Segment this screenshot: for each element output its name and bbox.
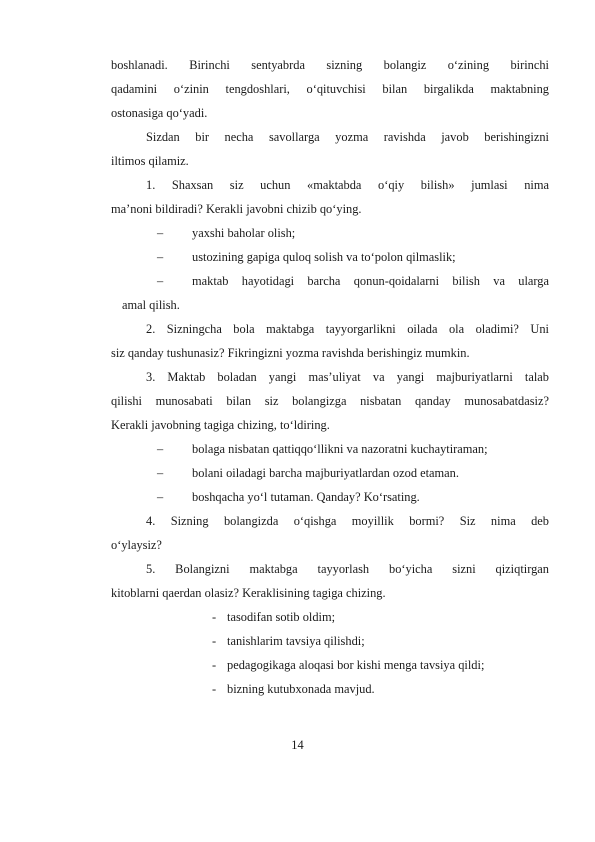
list-bullet: –: [157, 442, 164, 456]
list-bullet: -: [212, 610, 217, 624]
list-bullet: –: [157, 250, 164, 264]
list-bullet: -: [212, 634, 217, 648]
list-item-continued: amal qilish.: [122, 298, 180, 312]
paragraph-line: boshlanadi. Birinchi sentyabrda sizning bolangiz o‘zining birinchi: [111, 58, 549, 72]
list-item: maktab hayotidagi barcha qonun-qoidalarni bilish va ularga: [192, 274, 549, 288]
list-bullet: –: [157, 490, 164, 504]
list-bullet: -: [212, 658, 217, 672]
question-5-line: 5. Bolangizni maktabga tayyorlash bo‘yicha sizni qiziqtirgan: [146, 562, 549, 576]
list-bullet: –: [157, 466, 164, 480]
list-item: tasodifan sotib oldim;: [227, 610, 336, 624]
question-2-line: 2. Sizningcha bola maktabga tayyorgarlikni oilada ola oladimi? Uni: [146, 322, 549, 336]
question-1-line: 1. Shaxsan siz uchun «maktabda o‘qiy bilish» jumlasi nima: [146, 178, 549, 192]
list-item: bolani oiladagi barcha majburiyatlardan ozod etaman.: [192, 466, 459, 480]
question-5-line: kitoblarni qaerdan olasiz? Keraklisining tagiga chizing.: [111, 586, 386, 600]
question-1-line: ma’noni bildiradi? Kerakli javobni chizib qo‘ying.: [111, 202, 362, 216]
paragraph-line: ostonasiga qo‘yadi.: [111, 106, 208, 120]
question-4-line: o‘ylaysiz?: [111, 538, 162, 552]
question-3-line: qilishi munosabati bilan siz bolangizga nisbatan qanday munosabatdasiz?: [111, 394, 549, 408]
paragraph-line: qadamini o‘zinin tengdoshlari, o‘qituvchisi bilan birgalikda maktabning: [111, 82, 549, 96]
list-item: bizning kutubxonada mavjud.: [227, 682, 375, 696]
question-2-line: siz qanday tushunasiz? Fikringizni yozma ravishda berishingiz mumkin.: [111, 346, 470, 360]
question-4-line: 4. Sizning bolangizda o‘qishga moyillik bormi? Siz nima deb: [146, 514, 549, 528]
paragraph-line: Sizdan bir necha savollarga yozma ravishda javob berishingizni: [146, 130, 549, 144]
question-3-line: Kerakli javobning tagiga chizing, to‘ldiring.: [111, 418, 330, 432]
question-3-line: 3. Maktab boladan yangi mas’uliyat va yangi majburiyatlarni talab: [146, 370, 549, 384]
list-item: tanishlarim tavsiya qilishdi;: [227, 634, 365, 648]
list-item: pedagogikaga aloqasi bor kishi menga tavsiya qildi;: [227, 658, 485, 672]
list-bullet: -: [212, 682, 217, 696]
list-item: boshqacha yo‘l tutaman. Qanday? Ko‘rsating.: [192, 490, 420, 504]
list-item: bolaga nisbatan qattiqqo‘llikni va nazoratni kuchaytiraman;: [192, 442, 488, 456]
list-item: yaxshi baholar olish;: [192, 226, 296, 240]
list-item: ustozining gapiga quloq solish va to‘polon qilmaslik;: [192, 250, 456, 264]
paragraph-line: iltimos qilamiz.: [111, 154, 189, 168]
list-bullet: –: [157, 274, 164, 288]
list-bullet: –: [157, 226, 164, 240]
page-number: 14: [291, 738, 304, 752]
